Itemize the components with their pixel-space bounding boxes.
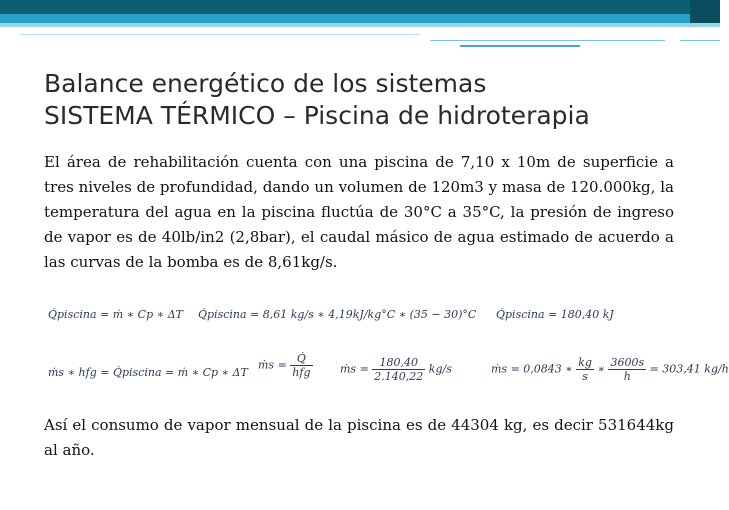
- header-corner-block: [690, 0, 720, 23]
- equation-mass-flow-formula: [258, 352, 313, 379]
- unit-fraction-kg-s: [576, 356, 594, 383]
- equation-heat-substitution: Q̇piscina = 8,61 kg/s ∗ 4,19kJ/kg°C ∗ (35 − 30)°C: [198, 308, 477, 321]
- fraction-denominator: s: [582, 370, 588, 383]
- fraction-numerator: 180,40: [372, 356, 425, 370]
- header-accent-line: [460, 45, 580, 47]
- equation-heat-formula: Q̇piscina = ṁ ∗ Cp ∗ ΔT: [48, 308, 183, 321]
- header-bar-light: [0, 23, 720, 27]
- header-bar-mid: [0, 14, 720, 23]
- header-accent-line: [20, 34, 420, 35]
- mass-flow-fraction: [290, 352, 312, 379]
- fraction-denominator: 2.140,22: [374, 370, 424, 383]
- fraction-numerator: kg: [578, 356, 592, 369]
- fraction-numerator: Q̇: [290, 352, 312, 366]
- mass-flow-result-rhs: = 303,41 kg/h: [649, 362, 729, 376]
- header-accent-line: [430, 40, 665, 41]
- equation-mass-flow-substitution: [340, 356, 452, 383]
- title-line-2: SISTEMA TÉRMICO – Piscina de hidroterapia: [44, 101, 590, 130]
- intro-paragraph: El área de rehabilitación cuenta con una piscina de 7,10 x 10m de superficie a tres niveles de profundidad, dando un volumen de 120m3 y masa de 120.000kg, la temperatura del agua en la piscina fluctúa de 30°C a 35°C, la presión de ingreso de vapor es de 40lb/in2 (2,8bar), el caudal másico de agua estimado de acuerdo a las curvas de la bomba es de 8,61kg/s.: [44, 153, 674, 271]
- fraction-numerator: 3600s: [610, 356, 645, 369]
- equation-energy-balance: ṁs ∗ hfg = Q̇piscina = ṁ ∗ Cp ∗ ΔT: [48, 366, 248, 379]
- equation-heat-result: Q̇piscina = 180,40 kJ: [496, 308, 614, 321]
- header-accent-line: [680, 40, 720, 41]
- slide-title: [44, 68, 704, 132]
- unit-fraction-s-h: [608, 356, 646, 383]
- title-line-1: Balance energético de los sistemas: [44, 69, 487, 98]
- multiply-sign: ∗: [597, 362, 605, 376]
- mass-flow-sub-lhs: ṁs =: [340, 362, 369, 376]
- mass-flow-sub-fraction: [372, 356, 425, 383]
- fraction-denominator: h: [623, 370, 631, 383]
- equation-mass-flow-result: [491, 356, 729, 383]
- mass-flow-lhs: ṁs =: [258, 358, 287, 372]
- fraction-denominator: hfg: [292, 366, 311, 379]
- conclusion-paragraph: Así el consumo de vapor mensual de la piscina es de 44304 kg, es decir 531644kg al año.: [44, 416, 674, 459]
- mass-flow-result-lhs: ṁs = 0,0843 ∗: [491, 362, 573, 376]
- mass-flow-sub-unit: kg/s: [428, 362, 452, 376]
- header-bar-dark: [0, 0, 720, 14]
